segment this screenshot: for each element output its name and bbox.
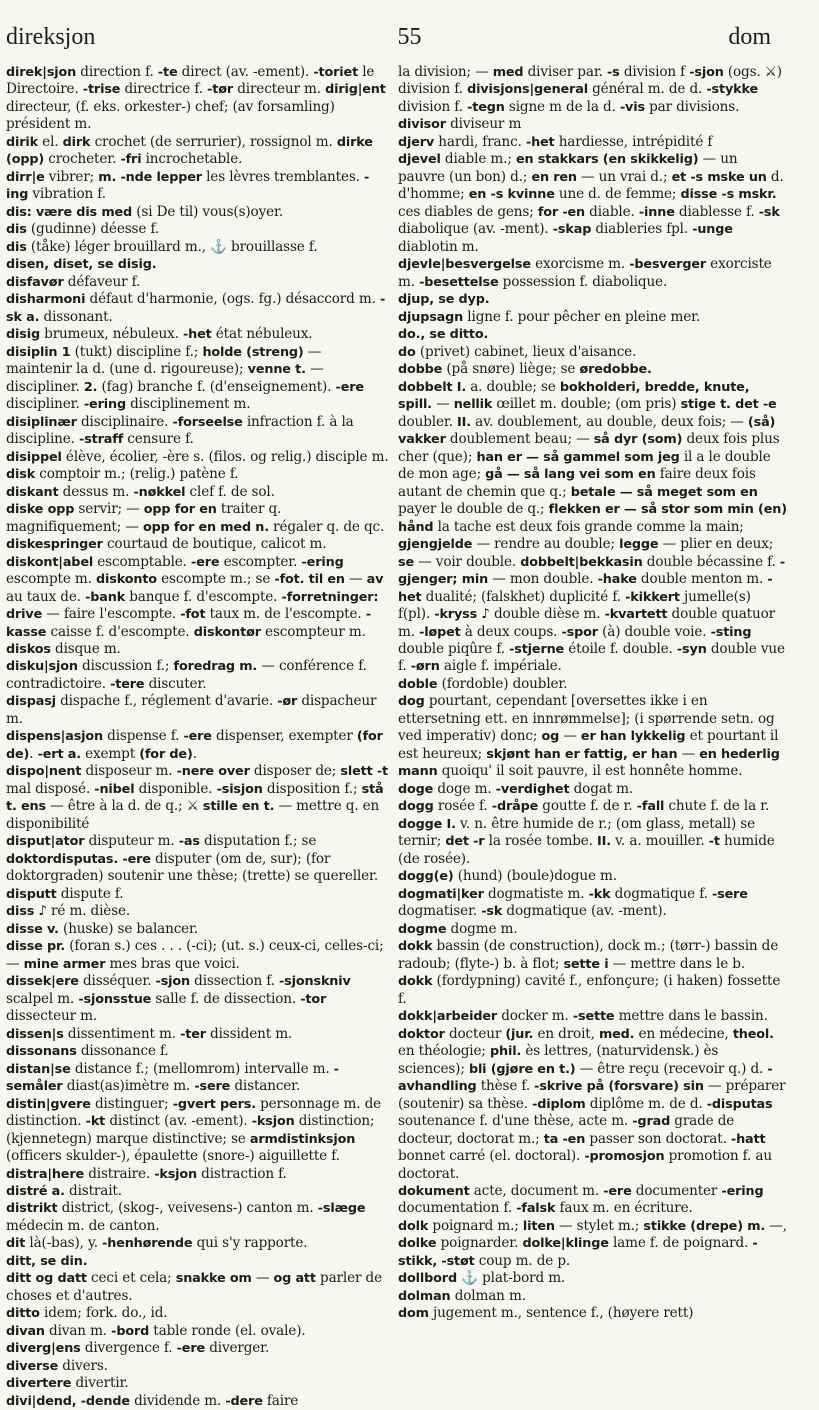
dictionary-entry: distin|gvere distinguer; -gvert pers. personnage m. de distinction. -kt distinct (av. -ement). -ksjon distinction; (kjennetegn) marque distinctive; se armdistinksjon (officers skulder-), épaulette (snore-) aiguillette f. <box>6 1095 382 1165</box>
dictionary-entry: do (privet) cabinet, lieux d'aisance. <box>398 343 637 360</box>
dictionary-entry: dolman dolman m. <box>398 1287 526 1304</box>
dictionary-entry: dissek|ere disséquer. -sjon dissection f. -sjonskniv scalpel m. -sjonsstue salle f. de dissection. -tor dissecteur m. <box>6 973 351 1025</box>
dictionary-entry: divan divan m. -bord table ronde (el. ovale). <box>6 1322 306 1339</box>
dictionary-entry: doble (fordoble) doubler. <box>398 675 568 692</box>
dictionary-entry: disharmoni défaut d'harmonie, (ogs. fg.) désaccord m. -sk a. dissonant. <box>6 291 386 325</box>
left-column <box>6 64 390 1409</box>
dictionary-entry: djevle|besvergelse exorcisme m. -besverger exorciste m. -besettelse possession f. diabolique. <box>398 256 772 290</box>
dictionary-entry: doktor docteur (jur. en droit, med. en médecine, theol. en théologie; phil. ès lettres, (naturvidensk.) ès sciences); bli (gjøre en t.) — être reçu (recevoir q.) d. -avhandling thèse f. -skrive på (forsvare) sin — préparer (soutenir) sa thèse. -diplom diplôme m. de d. -disputas soutenance f. d'une thèse, acte m. -grad grade de docteur, doctorat m.; ta -en passer son doctorat. -hatt bonnet carré (el. doctoral). -promosjon promotion f. au doctorat. <box>398 1025 786 1182</box>
dictionary-entry: distra|here distraire. -ksjon distraction f. <box>6 1165 287 1182</box>
dictionary-entry: dis (tåke) léger brouillard m., ⚓ brouillasse f. <box>6 238 318 255</box>
dictionary-entry: dobbe (på snøre) liège; se øredobbe. <box>398 361 652 378</box>
dictionary-entry: distrikt district, (skog-, veivesens-) canton m. -slæge médecin m. de canton. <box>6 1200 366 1234</box>
dictionary-entry: dokk bassin (de construction), dock m.; (tørr-) bassin de radoub; (flyte-) b. à flot; sette i — mettre dans le b. <box>398 938 779 972</box>
page-number: 55 <box>397 24 422 50</box>
dictionary-entry: dispasj dispache f., réglement d'avarie. -ør dispacheur m. <box>6 693 377 727</box>
dictionary-entry: do., se ditto. <box>398 327 489 343</box>
dictionary-entry: dog pourtant, cependant [oversettes ikke i en ettersetning ett. en innrømmelse]; (i spørrende setn. og ved imperativ) donc; og — er han lykkelig et pourtant il est heureux; skjønt han er fattig, er han — en hederlig mann quoiqu' il soit pauvre, il est honnête homme. <box>398 693 780 780</box>
dictionary-entry: disku|sjon discussion f.; foredrag m. — conférence f. contradictoire. -tere discuter. <box>6 658 367 692</box>
dictionary-entry: diskant dessus m. -nøkkel clef f. de sol. <box>6 483 275 500</box>
dictionary-entry: disiplin 1 (tukt) discipline f.; holde (streng) — maintenir la d. (une d. rigoureuse); venne t. — discipliner. 2. (fag) branche f. (d'enseignement). -ere discipliner. -ering disciplinement m. <box>6 343 364 413</box>
dictionary-entry: dogme dogme m. <box>398 920 518 937</box>
dictionary-entry: dit là(-bas), y. -henhørende qui s'y rapporte. <box>6 1235 308 1252</box>
dictionary-entry: djupsagn ligne f. pour pêcher en pleine mer. <box>398 308 701 325</box>
dictionary-entry: disk comptoir m.; (relig.) patène f. <box>6 466 239 483</box>
dictionary-entry: divertere divertir. <box>6 1375 129 1392</box>
dictionary-entry: dirr|e vibrer; m. -nde lepper les lèvres tremblantes. -ing vibration f. <box>6 168 370 203</box>
dictionary-entry: dispens|asjon dispense f. -ere dispenser, exempter (for de). -ert a. exempt (for de). <box>6 728 383 762</box>
dictionary-entry: dissonans dissonance f. <box>6 1043 169 1060</box>
dictionary-entry: dollbord ⚓ plat-bord m. <box>398 1270 566 1287</box>
dictionary-entry: disse pr. (foran s.) ces . . . (-ci); (ut. s.) ceux-ci, celles-ci; — mine armer mes bras que voici. <box>6 938 384 972</box>
dictionary-entry: disfavør défaveur f. <box>6 273 141 290</box>
dictionary-entry: diskos disque m. <box>6 640 121 657</box>
dictionary-entry: ditt og datt ceci et cela; snakke om — og att parler de choses et d'autres. <box>6 1270 382 1304</box>
dictionary-entry: doge doge m. -verdighet dogat m. <box>398 780 634 797</box>
dictionary-entry: djerv hardi, franc. -het hardiesse, intrépidité f <box>398 133 713 150</box>
dictionary-entry: diske opp servir; — opp for en traiter q. magnifiquement; — opp for en med n. régaler q. de qc. <box>6 501 385 535</box>
dictionary-entry: dissen|s dissentiment m. -ter dissident m. <box>6 1025 293 1042</box>
dictionary-entry: dom jugement m., sentence f., (høyere rett) <box>398 1305 694 1322</box>
dictionary-entry: distré a. distrait. <box>6 1183 122 1199</box>
dictionary-entry: djup, se dyp. <box>398 292 490 308</box>
dictionary-entry: dogg rosée f. -dråpe goutte f. de r. -fall chute f. de la r. dogge I. v. n. être humide de r.; (om glass, metall) se ternir; det -r la rosée tombe. II. v. a. mouiller. -t humide (de rosée). <box>398 798 775 867</box>
dictionary-entry: dirik el. dirk crochet (de serrurier), rossignol m. dirke (opp) crocheter. -fri incrochetable. <box>6 133 373 168</box>
dictionary-entry: divi|dend, -dende dividende m. -dere faire <box>6 1392 299 1409</box>
dictionary-entry: distan|se distance f.; (mellomrom) intervalle m. -semåler diast(as)imètre m. -sere distancer. <box>6 1060 339 1095</box>
dictionary-entry: ditto idem; fork. do., id. <box>6 1305 168 1322</box>
dictionary-entry: dis: være dis med (si De til) vous(s)oyer. <box>6 203 284 220</box>
dictionary-entry: dogg(e) (hund) (boule)dogue m. <box>398 868 617 885</box>
right-column <box>398 64 787 1322</box>
dictionary-entry: direk|sjon direction f. -te direct (av. -ement). -toriet le Directoire. -trise directrice f. -tør directeur m. dirig|ent directeur, (f. eks. orkester-) chef; (av forsamling) président m. <box>6 64 386 133</box>
dictionary-entry: dis (gudinne) déesse f. <box>6 221 160 238</box>
dictionary-entry: djevel diable m.; en stakkars (en skikkelig) — un pauvre (un bon) d.; en ren — un vrai d.; et -s mske un d. d'homme; en -s kvinne une d. de femme; disse -s mskr. ces diables de gens; for -en diable. -inne diablesse f. -sk diabolique (av. -ment). -skap diableries fpl. -unge diablotin m. <box>398 151 784 255</box>
dictionary-entry: diverg|ens divergence f. -ere diverger. <box>6 1340 270 1357</box>
dictionary-entry: dokument acte, document m. -ere documenter -ering documentation f. -falsk faux m. en écriture. <box>398 1183 764 1217</box>
dictionary-entry: dokk (fordypning) cavité f., enfonçure; (i haken) fossette f. <box>398 973 781 1007</box>
dictionary-entry: diskont|abel escomptable. -ere escompter. -ering escompte m. diskonto escompte m.; se -fot. til en — av au taux de. -bank banque f. d'escompte. -forretninger: drive — faire l'escompte. -fot taux m. de l'escompte. -kasse caisse f. d'escompte. diskontør escompteur m. <box>6 553 384 640</box>
dictionary-entry: dobbelt I. a. double; se bokholderi, bredde, knute, spill. — nellik œillet m. double; (om pris) stige t. det -e doubler. II. av. doublement, au double, deux fois; — (så) vakker doublement beau; — så dyr (som) deux fois plus cher (que); han er — så gammel som jeg il a le double de mon age; gå — så lang vei som en faire deux fois autant de chemin que q.; betale — så meget som en payer le double de q.; flekken er — så stor som min (en) hånd la tache est deux fois grande comme la main; gjengjelde — rendre au double; legge — plier en deux; se — voir double. dobbelt|bekkasin double bécassine f. -gjenger; min — mon double. -hake double menton m. -het dualité; (falskhet) duplicité f. -kikkert jumelle(s) f(pl). -kryss ♪ double dièse m. -kvartett double quatuor m. -løpet à deux coups. -spor (à) double voie. -sting double piqûre f. -stjerne étoile f. double. -syn double vue f. -ørn aigle f. impériale. <box>398 378 787 675</box>
dictionary-entry: disse v. (huske) se balancer. <box>6 920 199 937</box>
page-header <box>0 24 819 60</box>
dictionary-entry: diss ♪ ré m. dièse. <box>6 903 131 920</box>
dictionary-entry: dispo|nent disposeur m. -nere over disposer de; slett -t mal disposé. -nibel disponible. -sisjon disposition f.; stå t. ens — être à la d. de q.; ⚔ stille en t. — mettre q. en disponibilité <box>6 763 388 832</box>
left-guide-word: direksjon <box>6 24 96 50</box>
dictionary-entry: disiplinær disciplinaire. -forseelse infraction f. à la discipline. -straff censure f. <box>6 413 354 448</box>
dictionary-entry: dolk poignard m.; liten — stylet m.; stikke (drepe) m. —, dolke poignarder. dolke|klinge lame f. de poignard. -stikk, -støt coup m. de p. <box>398 1217 787 1269</box>
dictionary-entry: dokk|arbeider docker m. -sette mettre dans le bassin. <box>398 1008 768 1025</box>
dictionary-entry: diskespringer courtaud de boutique, calicot m. <box>6 536 327 553</box>
dictionary-entry: disig brumeux, nébuleux. -het état nébuleux. <box>6 326 313 343</box>
right-guide-word: dom <box>728 24 771 50</box>
dictionary-entry: disputt dispute f. <box>6 885 124 902</box>
dictionary-entry: dogmati|ker dogmatiste m. -kk dogmatique f. -sere dogmatiser. -sk dogmatique (av. -ment). <box>398 885 748 920</box>
dictionary-entry: ditt, se din. <box>6 1253 88 1269</box>
dictionary-entry: disput|ator disputeur m. -as disputation f.; se doktordisputas. -ere disputer (om de, sur); (for doktorgraden) soutenir une thèse; (trette) se quereller. <box>6 833 379 885</box>
dictionary-entry: la division; — med diviser par. -s division f -sjon (ogs. ⚔) division f. divisjons|general général m. de d. -stykke division f. -tegn signe m de la d. -vis par divisions. divisor diviseur m <box>398 64 782 133</box>
dictionary-entry: disen, diset, se disig. <box>6 257 157 273</box>
dictionary-entry: diverse divers. <box>6 1357 108 1374</box>
dictionary-entry: disippel élève, écolier, -ère s. (filos. og relig.) disciple m. <box>6 448 389 465</box>
